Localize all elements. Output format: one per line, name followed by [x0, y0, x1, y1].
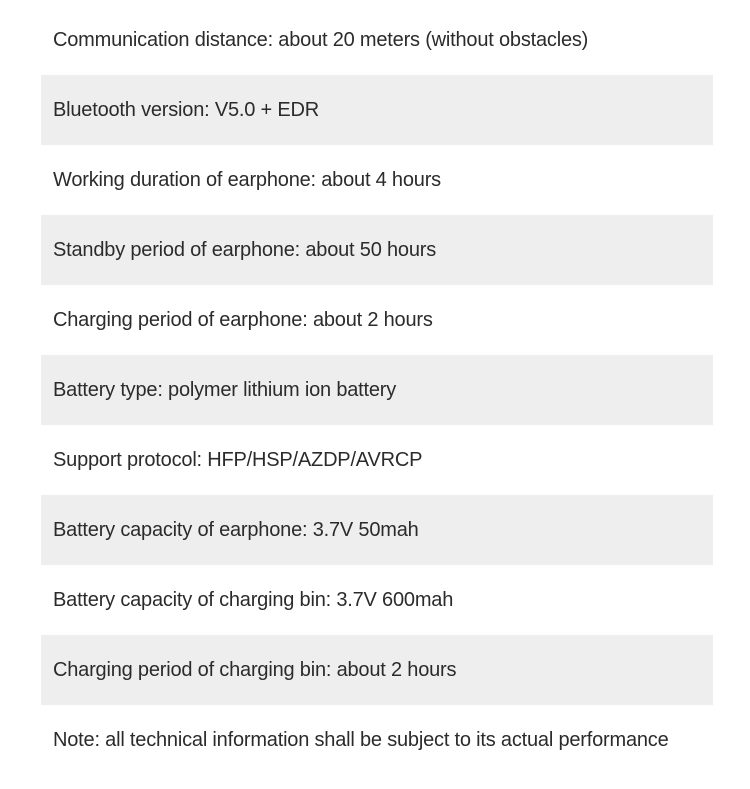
spec-list: [0, 5, 750, 775]
spec-row-battery-capacity-bin: Battery capacity of charging bin: 3.7V 600mah: [53, 588, 454, 611]
spec-row-charging-period-earphone: Charging period of earphone: about 2 hours: [53, 308, 433, 331]
spec-note: Note: all technical information shall be subject to its actual performance: [53, 728, 669, 751]
spec-row-battery-type: Battery type: polymer lithium ion battery: [41, 355, 713, 425]
spec-row-communication-distance: Communication distance: about 20 meters (without obstacles): [53, 28, 589, 51]
spec-row-working-duration: Working duration of earphone: about 4 hours: [53, 168, 441, 191]
spec-row-standby-period: Standby period of earphone: about 50 hours: [41, 215, 713, 285]
spec-row-support-protocol: Support protocol: HFP/HSP/AZDP/AVRCP: [53, 448, 423, 471]
spec-row-charging-period-bin: Charging period of charging bin: about 2 hours: [41, 635, 713, 705]
spec-row-battery-capacity-earphone: Battery capacity of earphone: 3.7V 50mah: [41, 495, 713, 565]
spec-row-bluetooth-version: Bluetooth version: V5.0 + EDR: [41, 75, 713, 145]
